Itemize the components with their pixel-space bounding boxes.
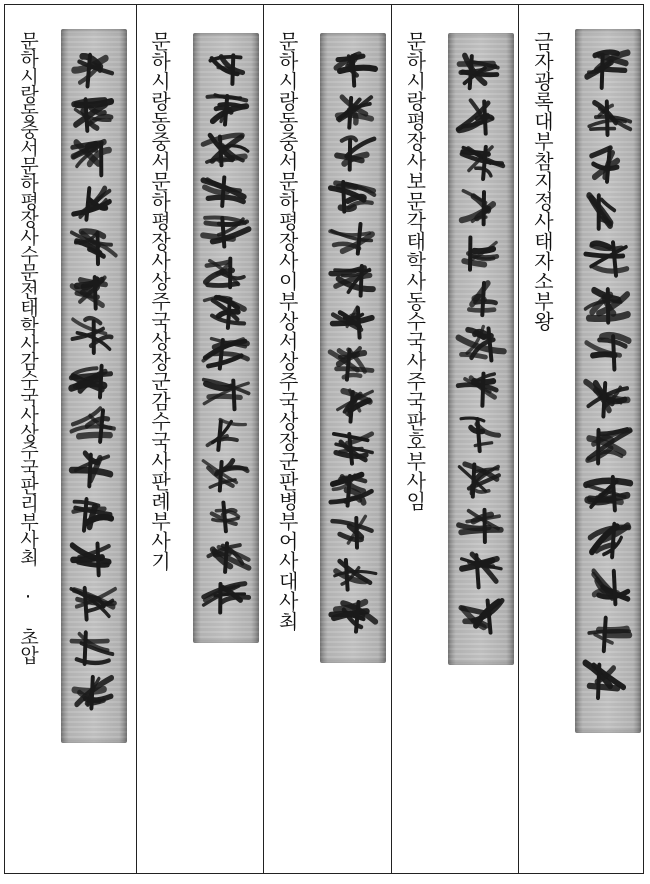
glyph-mark: [334, 434, 372, 464]
glyph-mark: [586, 243, 628, 276]
glyph-mark: [459, 464, 499, 496]
glyph-mark: [333, 307, 373, 338]
glyph-mark: [72, 142, 109, 175]
glyph-mark: [207, 95, 246, 125]
glyph-mark: [74, 100, 112, 131]
glyph-mark: [203, 380, 248, 409]
glyph-mark: [336, 54, 375, 85]
glyph-mark: [333, 516, 372, 547]
glyph-mark: [469, 283, 496, 315]
glyph-mark: [330, 224, 372, 253]
column-1: [5, 5, 137, 873]
column-4: [392, 5, 520, 873]
column-2: [137, 5, 265, 873]
glyph-mark: [586, 663, 624, 698]
wooden-tablet-image-4: [448, 33, 514, 665]
glyph-mark: [71, 408, 114, 441]
glyph-mark: [73, 188, 109, 219]
glyph-mark: [461, 418, 499, 451]
glyph-mark: [74, 55, 112, 86]
glyph-mark: [208, 543, 248, 571]
glyph-mark: [203, 584, 248, 613]
wooden-tablet-image-5: [575, 29, 641, 733]
glyph-mark: [72, 633, 113, 664]
glyph-mark: [205, 259, 243, 287]
column-5: [519, 5, 643, 873]
glyph-mark: [203, 135, 248, 165]
glyph-mark: [587, 335, 629, 369]
caption-1: 문하시랑동중서문하평장사수문전태학사감수국사상주국판리부사최 · 초압: [17, 31, 39, 664]
calligraphy-marks-2: [193, 33, 259, 643]
glyph-mark: [331, 475, 372, 506]
glyph-mark: [464, 238, 497, 270]
glyph-mark: [458, 327, 503, 361]
glyph-mark: [72, 277, 106, 308]
glyph-mark: [331, 182, 375, 211]
glyph-mark: [458, 374, 496, 406]
glyph-mark: [590, 195, 615, 228]
caption-4: 문하시랑평장사보문각태학사동수국사주국판호부사임: [402, 31, 427, 511]
calligraphy-marks-5: [575, 29, 641, 733]
column-3: [264, 5, 392, 873]
glyph-mark: [458, 510, 500, 542]
glyph-mark: [74, 677, 111, 708]
glyph-mark: [338, 390, 373, 421]
wooden-tablet-image-2: [193, 33, 259, 643]
glyph-mark: [461, 191, 492, 224]
glyph-mark: [210, 55, 242, 83]
glyph-mark: [338, 97, 372, 127]
glyph-mark: [203, 217, 249, 246]
wooden-tablet-image-1: [61, 29, 127, 743]
glyph-mark: [594, 571, 629, 604]
glyph-mark: [207, 419, 245, 449]
glyph-mark: [203, 461, 247, 491]
glyph-mark: [586, 382, 628, 416]
glyph-mark: [331, 602, 375, 632]
glyph-mark: [331, 266, 373, 295]
glyph-mark: [72, 231, 116, 263]
glyph-mark: [586, 477, 631, 510]
glyph-mark: [461, 554, 501, 587]
glyph-mark: [71, 366, 111, 397]
document-table: [4, 4, 644, 874]
glyph-mark: [458, 100, 492, 133]
glyph-mark: [589, 102, 631, 135]
glyph-mark: [590, 524, 629, 557]
caption-2: 문하시랑동중서문하평장사상주국상장군감수국사판례부사기: [147, 31, 172, 571]
glyph-mark: [335, 560, 376, 589]
glyph-mark: [588, 429, 631, 463]
glyph-mark: [459, 56, 498, 89]
calligraphy-marks-4: [448, 33, 514, 665]
glyph-mark: [461, 601, 502, 633]
glyph-mark: [589, 618, 630, 651]
glyph-mark: [461, 147, 502, 179]
glyph-mark: [203, 177, 244, 205]
glyph-mark: [586, 289, 628, 322]
glyph-mark: [330, 348, 372, 379]
caption-3: 문하시랑동중서문하평장사이부상서상주국상장군판병부어사대사최: [275, 31, 300, 631]
glyph-mark: [72, 318, 111, 353]
glyph-mark: [211, 503, 238, 531]
wooden-tablet-image-3: [320, 33, 386, 663]
calligraphy-marks-1: [61, 29, 127, 743]
glyph-mark: [587, 52, 628, 88]
glyph-mark: [72, 453, 111, 486]
glyph-mark: [337, 137, 374, 169]
glyph-mark: [73, 499, 111, 530]
calligraphy-marks-3: [320, 33, 386, 663]
caption-5: 금자광록대부참지정사태자소부왕: [530, 31, 555, 331]
glyph-mark: [203, 339, 247, 369]
glyph-mark: [592, 148, 618, 182]
glyph-mark: [71, 588, 115, 619]
glyph-mark: [204, 297, 244, 328]
glyph-mark: [72, 544, 109, 575]
